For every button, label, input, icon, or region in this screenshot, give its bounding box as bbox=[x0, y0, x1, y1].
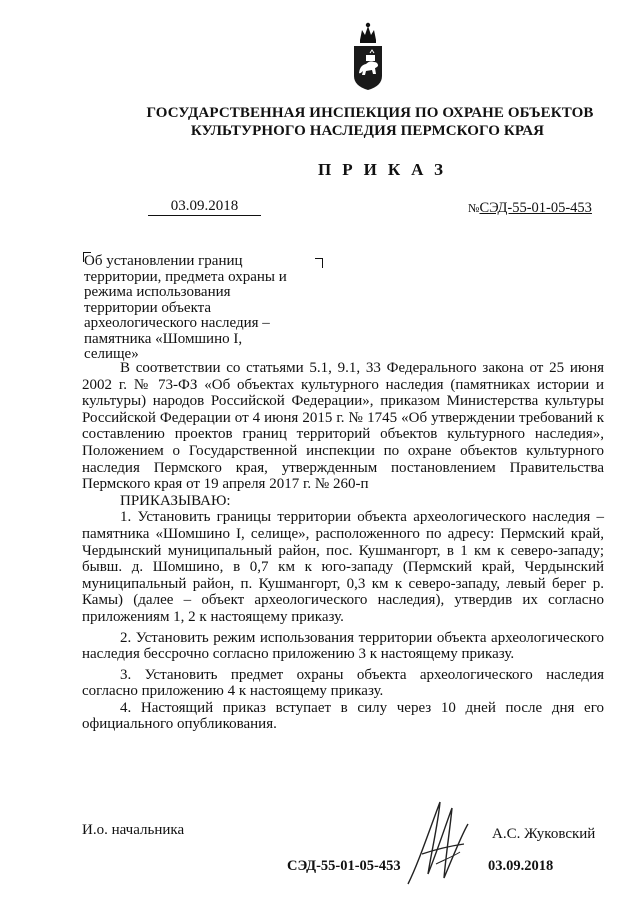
number-prefix: № bbox=[468, 201, 480, 215]
document-type-title: ПРИКАЗ bbox=[318, 160, 454, 179]
document-date: 03.09.2018 bbox=[148, 198, 261, 216]
footer-document-number: СЭД-55-01-05-453 bbox=[287, 858, 401, 874]
number-value: СЭД-55-01-05-453 bbox=[479, 200, 592, 216]
document-body bbox=[82, 360, 604, 733]
signatory-name: А.С. Жуковский bbox=[492, 826, 596, 842]
document-subject bbox=[84, 254, 324, 363]
order-item-4: 4. Настоящий приказ вступает в силу через 10 дней после дня его официального опубликования. bbox=[82, 699, 604, 733]
organization-header bbox=[0, 104, 640, 140]
subject-line: территории объекта bbox=[84, 299, 212, 316]
subject-line: памятника «Шомшино I, bbox=[84, 330, 243, 347]
order-item-2: 2. Установить режим использования территории объекта археологического наследия бессрочно согласно приложению 3 к настоящему приказу. bbox=[82, 629, 604, 663]
org-name-line-2: КУЛЬТУРНОГО НАСЛЕДИЯ ПЕРМСКОГО КРАЯ bbox=[190, 123, 545, 139]
subject-line: Об установлении границ bbox=[84, 253, 243, 269]
org-name-line-1: ГОСУДАРСТВЕННАЯ ИНСПЕКЦИЯ ПО ОХРАНЕ ОБЪЕКТОВ bbox=[146, 105, 594, 121]
subject-line: археологического наследия – bbox=[84, 315, 270, 331]
signatory-role: И.о. начальника bbox=[82, 822, 185, 838]
subject-line: селище» bbox=[84, 346, 139, 362]
perm-krai-coat-of-arms-icon bbox=[348, 18, 388, 92]
footer-document-date: 03.09.2018 bbox=[488, 858, 554, 874]
preamble-paragraph: В соответствии со статьями 5.1, 9.1, 33 Федерального закона от 25 июня 2002 г. № 73-ФЗ «Об объектах культурного наследия (памятниках истории и культуры) народов Российской Федерации», приказом Министерства культуры Российской Федерации от 4 июня 2015 г. № 1745 «Об утверждении требований к составлению проектов границ территорий объектов культурного наследия», Положением о Государственной инспекции по охране объектов культурного наследия Пермского края, утвержденным постановлением Правительства Пермского края от 19 апреля 2017 г. № 260-п bbox=[82, 360, 604, 493]
order-item-3: 3. Установить предмет охраны объекта археологического наследия согласно приложению 4 к настоящему приказу. bbox=[82, 666, 604, 700]
order-item-1: 1. Установить границы территории объекта археологического наследия – памятника «Шомшино I, селище», расположенного по адресу: Пермский край, Чердынский муниципальный район, пос. Кушмангорт, в 1 км к северо-западу; бывш. д. Шомшино, в 0,7 км к юго-западу (Пермский край, Чердынский муниципальный район, п. Кушмангорт, 0,3 км к северо-западу, левый берег р. Камы) (далее – объект археологического наследия), утвердив их согласно приложениям 1, 2 к настоящему приказу. bbox=[82, 509, 604, 625]
subject-line: территории, предмета охраны и bbox=[84, 268, 287, 285]
document-number bbox=[468, 200, 592, 217]
subject-line: режима использования bbox=[84, 284, 231, 300]
order-word: ПРИКАЗЫВАЮ: bbox=[120, 492, 231, 509]
handwritten-signature bbox=[398, 794, 488, 890]
